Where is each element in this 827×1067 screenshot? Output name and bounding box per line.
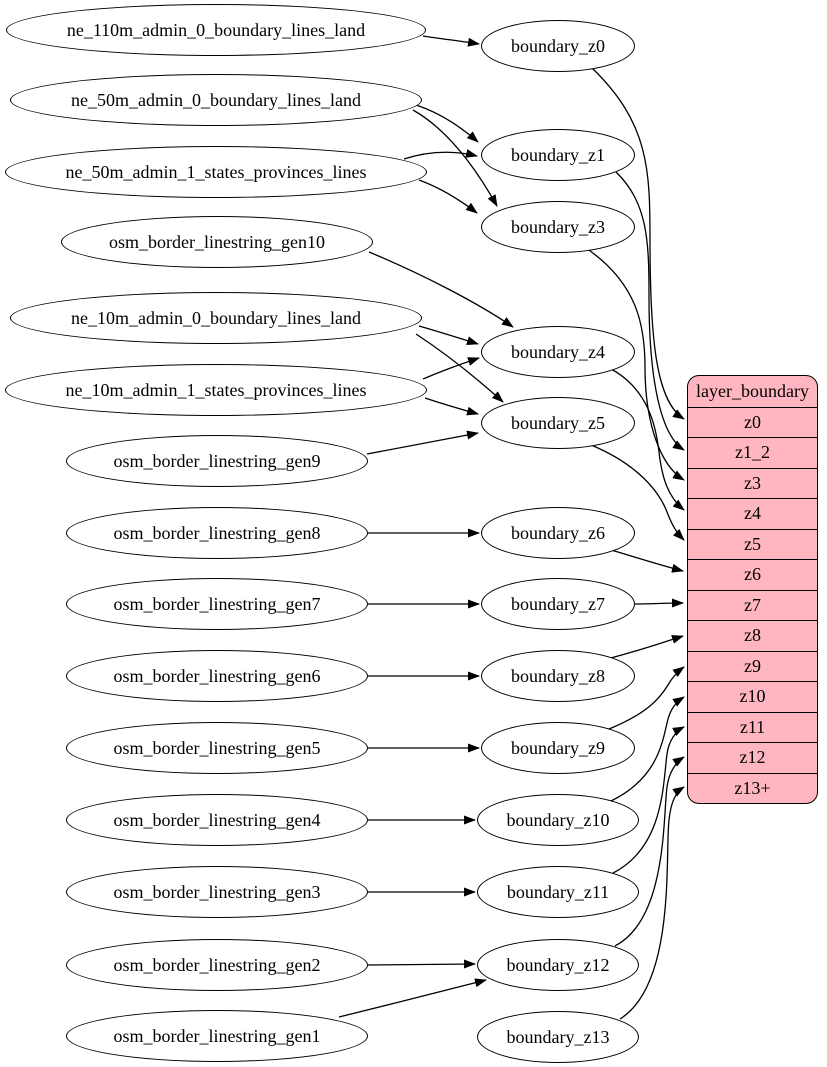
stage-node-boundary_z13: boundary_z13	[477, 1011, 639, 1063]
source-node-ne_110m_admin_0_boundary_lines_land: ne_110m_admin_0_boundary_lines_land	[6, 4, 426, 56]
stage-node-boundary_z3: boundary_z3	[481, 201, 635, 253]
edge-boundary_z8-to-z8	[607, 636, 683, 659]
source-node-osm_border_linestring_gen8: osm_border_linestring_gen8	[66, 507, 368, 559]
edge-boundary_z7-to-z7	[635, 603, 683, 604]
table-row-z3: z3	[688, 468, 817, 499]
table-row-z4: z4	[688, 498, 817, 529]
stage-node-boundary_z9: boundary_z9	[481, 722, 635, 774]
edge-osm_border_linestring_gen2-to-boundary_z12	[368, 964, 475, 965]
stage-node-boundary_z7: boundary_z7	[481, 578, 635, 630]
table-row-z0: z0	[688, 407, 817, 438]
source-node-ne_50m_admin_1_states_provinces_lines: ne_50m_admin_1_states_provinces_lines	[5, 146, 427, 198]
source-node-osm_border_linestring_gen7: osm_border_linestring_gen7	[66, 578, 368, 630]
stage-node-boundary_z11: boundary_z11	[477, 866, 639, 918]
source-node-ne_50m_admin_0_boundary_lines_land: ne_50m_admin_0_boundary_lines_land	[10, 74, 422, 126]
table-row-z10: z10	[688, 681, 817, 712]
source-node-osm_border_linestring_gen6: osm_border_linestring_gen6	[66, 650, 368, 702]
table-row-z8: z8	[688, 620, 817, 651]
edge-ne_10m_admin_1_states_provinces_lines-to-boundary_z4	[423, 358, 479, 379]
source-node-ne_10m_admin_1_states_provinces_lines: ne_10m_admin_1_states_provinces_lines	[5, 364, 427, 416]
stage-node-boundary_z12: boundary_z12	[477, 939, 639, 991]
stage-node-boundary_z6: boundary_z6	[481, 507, 635, 559]
source-node-ne_10m_admin_0_boundary_lines_land: ne_10m_admin_0_boundary_lines_land	[10, 292, 422, 344]
edge-boundary_z12-to-z12	[615, 757, 684, 946]
stage-node-boundary_z4: boundary_z4	[481, 326, 635, 378]
table-title: layer_boundary	[696, 380, 809, 401]
table-row-z7: z7	[688, 590, 817, 621]
source-node-osm_border_linestring_gen3: osm_border_linestring_gen3	[66, 866, 368, 918]
table-row-z13+: z13+	[688, 773, 817, 804]
source-node-osm_border_linestring_gen1: osm_border_linestring_gen1	[66, 1010, 368, 1062]
table-row-z11: z11	[688, 712, 817, 743]
table-row-z12: z12	[688, 742, 817, 773]
edge-osm_border_linestring_gen9-to-boundary_z5	[367, 433, 478, 454]
stage-node-boundary_z1: boundary_z1	[481, 129, 635, 181]
source-node-osm_border_linestring_gen4: osm_border_linestring_gen4	[66, 794, 368, 846]
source-node-osm_border_linestring_gen5: osm_border_linestring_gen5	[66, 722, 368, 774]
edge-ne_110m_admin_0_boundary_lines_land-to-boundary_z0	[423, 36, 479, 44]
stage-node-boundary_z10: boundary_z10	[477, 794, 639, 846]
stage-node-boundary_z8: boundary_z8	[481, 650, 635, 702]
edge-ne_50m_admin_1_states_provinces_lines-to-boundary_z3	[419, 180, 477, 213]
stage-node-boundary_z0: boundary_z0	[481, 20, 635, 72]
layer-boundary-table	[687, 375, 818, 804]
edge-osm_border_linestring_gen1-to-boundary_z12	[339, 980, 486, 1017]
source-node-osm_border_linestring_gen2: osm_border_linestring_gen2	[66, 939, 368, 991]
table-row-z9: z9	[688, 651, 817, 682]
table-row-z1_2: z1_2	[688, 437, 817, 468]
edge-ne_10m_admin_1_states_provinces_lines-to-boundary_z5	[425, 398, 478, 414]
source-node-osm_border_linestring_gen9: osm_border_linestring_gen9	[66, 435, 368, 487]
source-node-osm_border_linestring_gen10: osm_border_linestring_gen10	[61, 216, 373, 268]
table-row-z6: z6	[688, 559, 817, 590]
table-row-z5: z5	[688, 529, 817, 560]
stage-node-boundary_z5: boundary_z5	[481, 397, 635, 449]
